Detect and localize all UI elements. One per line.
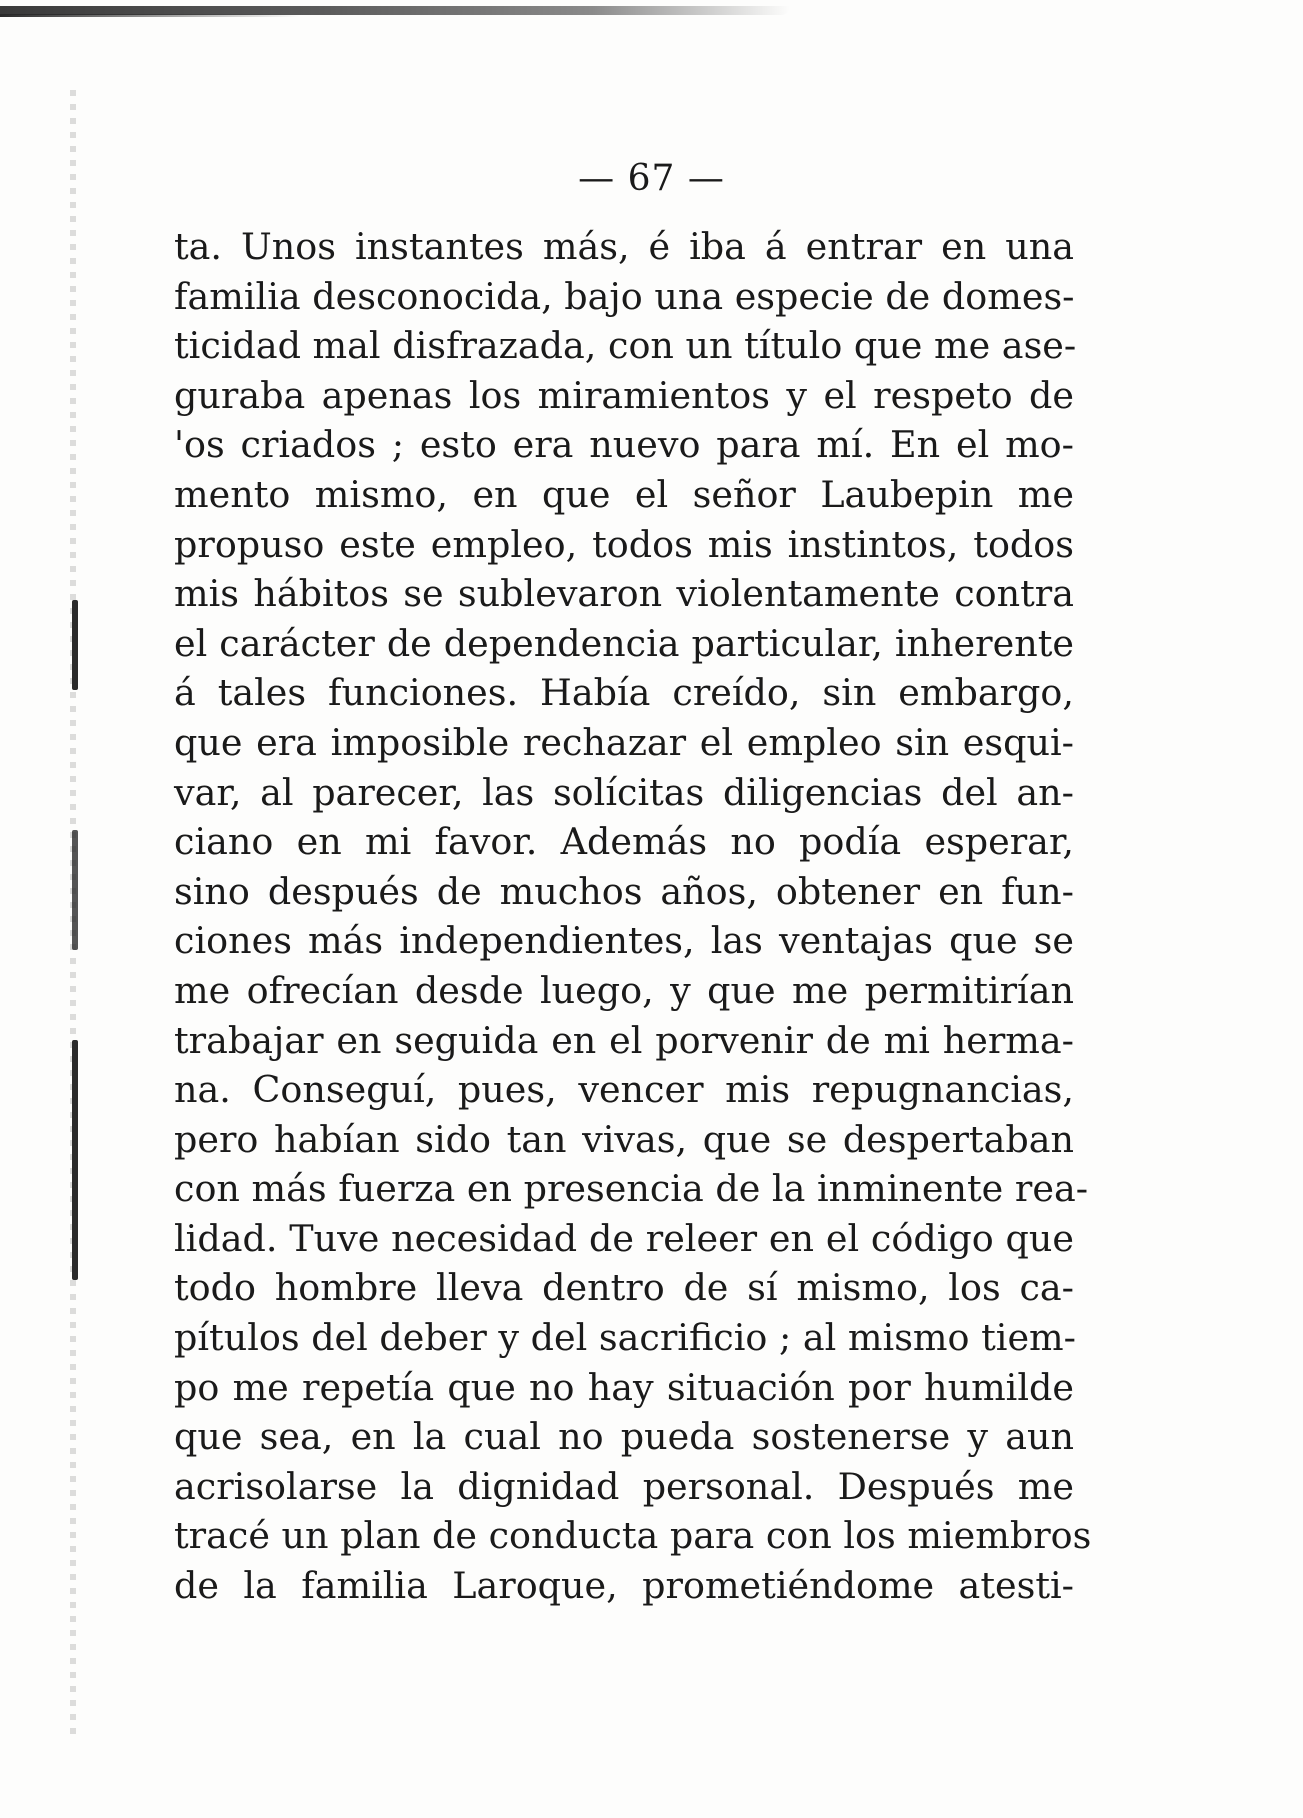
text-line: á tales funciones. Había creído, sin embargo, <box>174 671 1074 715</box>
text-line: familia desconocida, bajo una especie de domes- <box>174 274 1075 318</box>
text-line: pítulos del deber y del sacrificio ; al mismo tiem- <box>174 1316 1077 1360</box>
text-line: propuso este empleo, todos mis instintos, todos <box>174 522 1074 566</box>
text-line: var, al parecer, las solícitas diligencias del an- <box>174 770 1074 814</box>
body-text <box>174 222 1092 1611</box>
text-line: mento mismo, en que el señor Laubepin me <box>174 472 1074 516</box>
binding-mark <box>72 600 78 690</box>
text-line: todo hombre lleva dentro de sí mismo, los ca- <box>174 1266 1074 1310</box>
text-line: ta. Unos instantes más, é iba á entrar en una <box>174 225 1074 268</box>
text-line: 'os criados ; esto era nuevo para mí. En el mo- <box>174 423 1074 467</box>
text-line: ciones más independientes, las ventajas que se <box>174 919 1074 963</box>
text-line: con más fuerza en presencia de la inminente rea- <box>174 1167 1089 1211</box>
text-line: ciano en mi favor. Además no podía esperar, <box>174 820 1074 864</box>
text-line: que sea, en la cual no pueda sostenerse y aun <box>174 1415 1074 1459</box>
text-line: po me repetía que no hay situación por humilde <box>174 1365 1074 1409</box>
text-line: acrisolarse la dignidad personal. Después me <box>174 1464 1074 1508</box>
scan-edge-line <box>0 14 300 17</box>
text-line: sino después de muchos años, obtener en fun- <box>174 869 1074 913</box>
text-line: guraba apenas los miramientos y el respeto de <box>174 373 1074 417</box>
text-line: trabajar en seguida en el porvenir de mi herma- <box>174 1018 1074 1062</box>
text-line: de la familia Laroque, prometiéndome atesti- <box>174 1564 1074 1608</box>
text-line: me ofrecían desde luego, y que me permitirían <box>174 968 1074 1012</box>
text-line: lidad. Tuve necesidad de releer en el código que <box>174 1216 1074 1260</box>
text-line: ticidad mal disfrazada, con un título que me ase- <box>174 324 1077 368</box>
text-line: na. Conseguí, pues, vencer mis repugnancias, <box>174 1068 1074 1112</box>
binding-mark <box>72 1040 78 1280</box>
text-line: pero habían sido tan vivas, que se despertaban <box>174 1117 1074 1161</box>
page-number: — 67 — <box>578 158 725 199</box>
text-line: tracé un plan de conducta para con los miembros <box>174 1514 1092 1558</box>
text-line: que era imposible rechazar el empleo sin esqui- <box>174 720 1074 764</box>
binding-mark <box>72 830 78 950</box>
text-line: el carácter de dependencia particular, inherente <box>174 621 1074 665</box>
text-line: mis hábitos se sublevaron violentamente contra <box>174 572 1074 616</box>
